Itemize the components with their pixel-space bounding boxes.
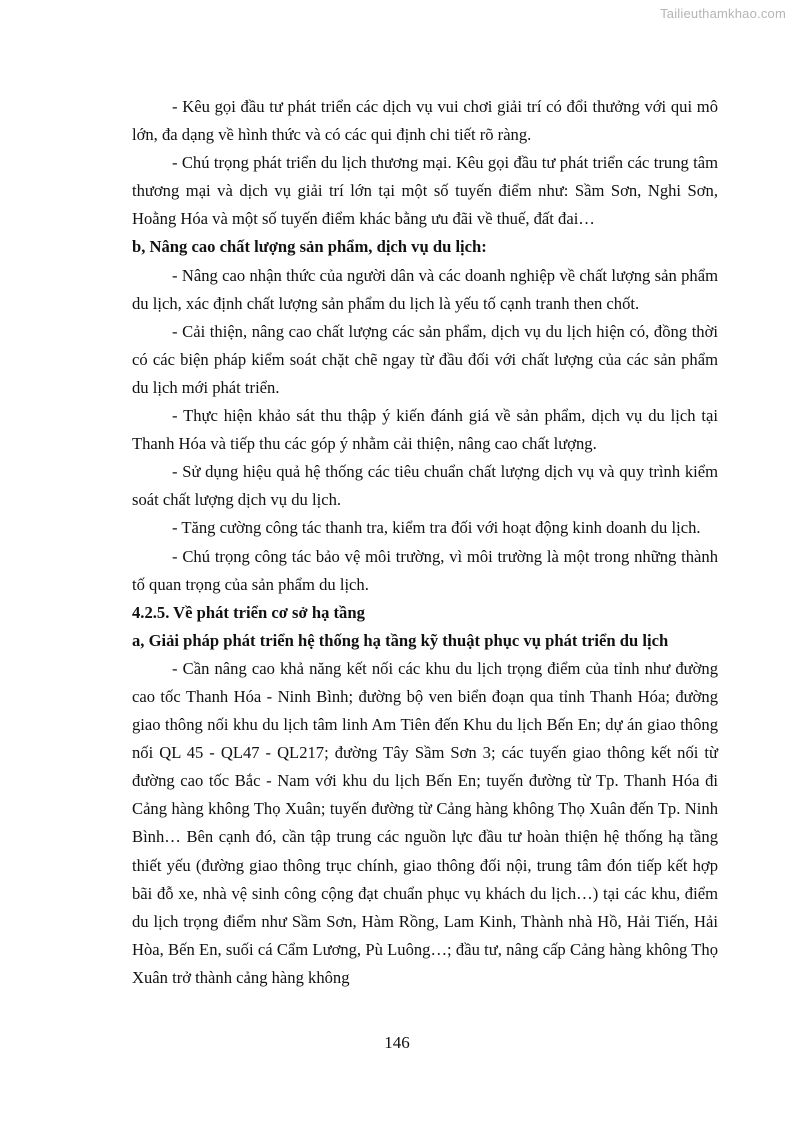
subsection-heading-technical-infrastructure: a, Giải pháp phát triển hệ thống hạ tầng kỹ thuật phục vụ phát triển du lịch xyxy=(132,630,669,650)
document-body xyxy=(132,93,718,992)
paragraph-entertainment-investment: - Kêu gọi đầu tư phát triển các dịch vụ vui chơi giải trí có đổi thưởng với qui mô lớn, đa dạng về hình thức và có các qui định chi tiết rõ ràng. xyxy=(132,97,718,145)
section-heading-product-quality: b, Nâng cao chất lượng sản phẩm, dịch vụ du lịch: xyxy=(132,237,487,257)
paragraph-connectivity: - Cần nâng cao khả năng kết nối các khu du lịch trọng điểm của tỉnh như đường cao tốc Thanh Hóa - Ninh Bình; đường bộ ven biển đoạn qua tỉnh Thanh Hóa; đường giao thông nối khu du lịch tâm linh Am Tiên đến Khu du lịch Bến En; dự án giao thông nối QL 45 - QL47 - QL217; đường Tây Sầm Sơn 3; các tuyến giao thông kết nối từ đường cao tốc Bắc - Nam với khu du lịch Bến En; tuyến đường từ Tp. Thanh Hóa đi Cảng hàng không Thọ Xuân; tuyến đường từ Cảng hàng không Thọ Xuân đến Tp. Ninh Bình… Bên cạnh đó, cần tập trung các nguồn lực đầu tư hoàn thiện hệ thống hạ tầng thiết yếu (đường giao thông trục chính, giao thông đối nội, trung tâm đón tiếp kết hợp bãi đỗ xe, nhà vệ sinh công cộng đạt chuẩn phục vụ khách du lịch…) tại các khu, điểm du lịch trọng điểm như Sầm Sơn, Hàm Rồng, Lam Kinh, Thành nhà Hồ, Hải Tiến, Hải Hòa, Bến En, suối cá Cẩm Lương, Pù Luông…; đầu tư, nâng cấp Cảng hàng không Thọ Xuân trở thành cảng hàng không xyxy=(132,658,718,987)
section-heading-infrastructure: 4.2.5. Về phát triển cơ sở hạ tầng xyxy=(132,602,365,622)
paragraph-quality-standards: - Sử dụng hiệu quả hệ thống các tiêu chuẩn chất lượng dịch vụ và quy trình kiểm soát chất lượng dịch vụ du lịch. xyxy=(132,462,718,510)
watermark-text: Tailieuthamkhao.com xyxy=(660,6,786,21)
paragraph-survey-feedback: - Thực hiện khảo sát thu thập ý kiến đánh giá về sản phẩm, dịch vụ du lịch tại Thanh Hóa và tiếp thu các góp ý nhằm cải thiện, nâng cao chất lượng. xyxy=(132,406,718,454)
paragraph-quality-awareness: - Nâng cao nhận thức của người dân và các doanh nghiệp về chất lượng sản phẩm du lịch, xác định chất lượng sản phẩm du lịch là yếu tố cạnh tranh then chốt. xyxy=(132,265,718,313)
paragraph-quality-improvement: - Cải thiện, nâng cao chất lượng các sản phẩm, dịch vụ du lịch hiện có, đồng thời có các biện pháp kiểm soát chặt chẽ ngay từ đầu đối với chất lượng của các sản phẩm du lịch mới phát triển. xyxy=(132,321,718,397)
paragraph-environment: - Chú trọng công tác bảo vệ môi trường, vì môi trường là một trong những thành tố quan trọng của sản phẩm du lịch. xyxy=(132,546,718,594)
paragraph-commercial-tourism: - Chú trọng phát triển du lịch thương mại. Kêu gọi đầu tư phát triển các trung tâm thương mại và dịch vụ giải trí lớn tại một số tuyến điểm như: Sầm Sơn, Nghi Sơn, Hoằng Hóa và một số tuyến điểm khác bằng ưu đãi về thuế, đất đai… xyxy=(132,153,718,229)
page-number: 146 xyxy=(384,1033,410,1052)
paragraph-inspection: - Tăng cường công tác thanh tra, kiểm tra đối với hoạt động kinh doanh du lịch. xyxy=(172,518,701,538)
